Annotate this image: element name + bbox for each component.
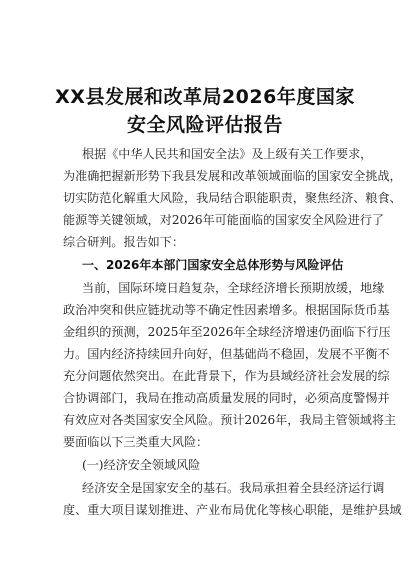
section-1-line: 金组织的预测，2025年至2026年全球经济增速仍面临下行压: [63, 325, 391, 339]
document-title-line-2: 安全风险评估报告: [126, 114, 283, 136]
subsection-1-line: 度、重大项目谋划推进、产业布局优化等核心职能，是维护县域: [63, 503, 402, 517]
document-title-line-1: XX县发展和改革局2026年度国家: [55, 86, 355, 108]
section-1-line: 要面临以下三类重大风险：: [63, 435, 209, 449]
intro-line: 综合研判。报告如下：: [63, 235, 184, 249]
section-1-line: 合协调部门，我局在推动高质量发展的同时，必须高度警惕并: [63, 391, 390, 405]
intro-line: 为准确把握新形势下我县发展和改革领域面临的国家安全挑战，: [63, 169, 402, 183]
intro-line: 切实防范化解重大风险，我局结合职能职责，聚焦经济、粮食、: [63, 191, 402, 205]
subsection-1-line: 经济安全是国家安全的基石。我局承担着全县经济运行调: [82, 481, 385, 495]
section-1-heading: 一、2026年本部门国家安全总体形势与风险评估: [82, 258, 344, 272]
intro-line: 根据《中华人民共和国安全法》及上级有关工作要求，: [82, 147, 373, 161]
section-1-line: 有效应对各类国家安全风险。预计2026年，我局主管领域将主: [63, 413, 397, 427]
section-1-line: 政治冲突和供应链扰动等不确定性因素增多。根据国际货币基: [63, 303, 390, 317]
section-1-line: 当前，国际环境日趋复杂，全球经济增长预期放缓，地缘: [82, 281, 385, 295]
section-1-line: 力。国内经济持续回升向好，但基础尚不稳固，发展不平衡不: [63, 347, 390, 361]
intro-line: 能源等关键领域，对2026年可能面临的国家安全风险进行了: [63, 213, 385, 227]
subsection-1-heading: (一)经济安全领域风险: [82, 458, 201, 472]
section-1-line: 充分问题依然突出。在此背景下，作为县域经济社会发展的综: [63, 369, 390, 383]
